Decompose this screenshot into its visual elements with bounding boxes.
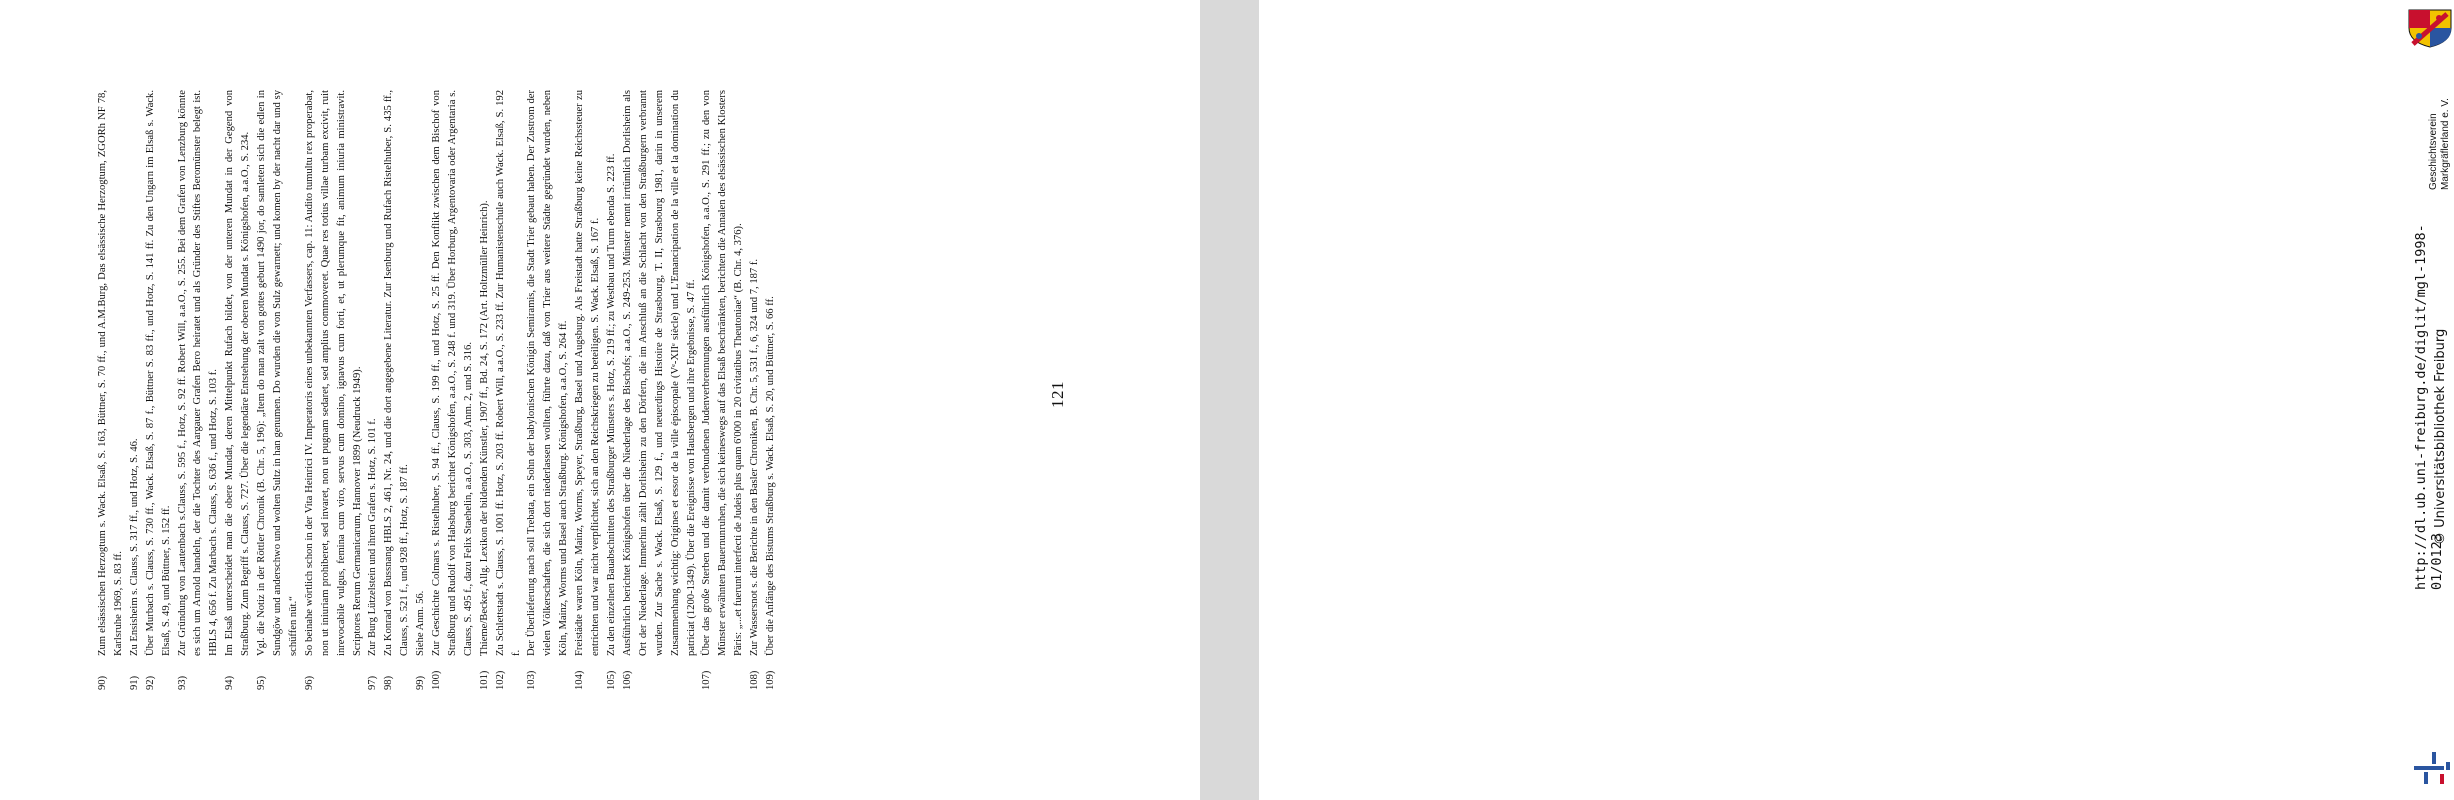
footnote <box>127 90 143 690</box>
footnote-text: Zu Schlettstadt s. Clauss, S. 1001 ff. Hotz, S. 203 ff. Robert Will, a.a.O., S. 233 ff. Zur Humanistenschule auch Wack. Elsaß, S. 192 f. <box>494 90 522 656</box>
footnote <box>175 90 223 690</box>
footnote-number: 102) <box>494 670 506 690</box>
footnote <box>222 90 254 690</box>
university-library-logo-icon <box>2410 748 2454 788</box>
document-page <box>0 0 1200 800</box>
footnote <box>477 90 493 690</box>
copyright-notice: © Universitätsbibliothek Freiburg <box>2433 328 2448 545</box>
footnote-number: 107) <box>701 670 713 690</box>
footnote-text: Zur Burg Lützelstein und ihren Grafen s. Hotz, S. 101 f. <box>367 418 379 656</box>
footnote <box>429 90 477 690</box>
footnote <box>493 90 525 690</box>
footnote-text: Zur Gründung von Lautenbach s.Clauss, S. 595 f., Hotz, S. 92 ff. Robert Will, a.a.O., S. 255. Bei dem Grafen von Lenzburg könnte es sich um Arnold handeln, der die Tochter des Aargauer Grafen Bero heiratet und als Gründer des Stiftes Beromünster belegt ist. HBLS 4, 656 f. Zu Marbach s. Clauss, S. 636 f., und Hotz, S. 103 f. <box>176 90 220 656</box>
footnote <box>620 90 700 690</box>
footnote <box>572 90 604 690</box>
footnote-number: 95) <box>256 675 268 690</box>
footnote-number: 108) <box>749 670 761 690</box>
footnote-text: Thieme/Becker, Allg. Lexikon der bildenden Künstler, 1907 ff., Bd. 24, S. 172 (Art. Holtzmüller Heinrich). <box>478 200 490 656</box>
footnote-number: 109) <box>765 670 777 690</box>
footnote-number: 94) <box>224 675 236 690</box>
footnote-text: Zur Wassersnot s. die Berichte in den Basler Chroniken, B. Chr. 5, 531 f., 6, 324 und 7, 187 f. <box>749 258 761 656</box>
footnote-number: 103) <box>526 670 538 690</box>
society-name-line1: Geschichtsverein <box>2428 113 2439 190</box>
footnote <box>524 90 572 690</box>
footnote-text: Über das große Sterben und die damit verbundenen Judenverbrennungen ausführlich Königshofen, a.a.O., S. 291 ff.; zu den von Münster erwähnten Bauernunruhen, die sich keineswegs auf das Elsaß beschränkten, berichten die Annalen des elsässischen Klosters Päris: „...et fuerunt interfecti de Judeis plus quam 6'000 in 20 civitatibus Theutoniae“ (B. Chr. 4, 376). <box>701 90 745 656</box>
footnote-text: Zum elsässischen Herzogtum s. Wack. Elsaß, S. 163, Büttner, S. 70 ff., und A.M.Burg, Das elsässische Herzogtum, ZGORh NF 78, Karlsruhe 1969, S. 83 ff. <box>97 90 124 656</box>
footnote <box>699 90 747 690</box>
footnote-number: 99) <box>415 675 427 690</box>
footnote-text: So beinahe wörtlich schon in der Vita Heinrici IV. Imperatoris eines unbekannten Verfassers, cap. 11: Audito tumultu rex properabat, non ut iniuriam prohiberet, sed invaret, non ut pugnam sedaret, sed amplius commoveret. Quae res totius villae turbam excivit, ruit inrevocabile vulgus, femina cum viro, servus cum domino, ignavus cum forti, et, ut plerumque fit, animum iniuria ministravit. Scriptores Rerum Germanicarum, Hannover 1899 (Neudruck 1949). <box>303 90 363 656</box>
footnote-number: 106) <box>621 670 633 690</box>
footnote-number: 91) <box>128 675 140 690</box>
footnote <box>365 90 381 690</box>
page-number: 121 <box>1048 381 1067 408</box>
footnote-text: Zu den einzelnen Bauabschnitten des Straßburger Münsters s. Hotz, S. 219 ff.; zu Westbau und Turm ebenda S. 223 ff. <box>606 153 617 656</box>
footnote <box>143 90 175 690</box>
footnote-text: Der Überlieferung nach soll Trebata, ein Sohn der babylonischen Königin Semiramis, die Stadt Trier gebaut haben. Der Zustrom der vielen Völkerschaften, die sich dort niederlassen wollten, führte dazu, daß von Trier aus weitere Städte gegründet wurden, neben Köln, Mainz, Worms und Basel auch Straßburg. Königshofen, a.a.O., S. 264 ff. <box>526 90 570 656</box>
footnote-number: 98) <box>383 675 395 690</box>
footnote <box>747 90 763 690</box>
footnote-number: 97) <box>367 675 379 690</box>
footnote <box>302 90 366 690</box>
footnote-text: Zur Geschichte Colmars s. Ristelhuber, S. 94 ff., Clauss, S. 199 ff., und Hotz, S. 25 ff. Den Konflikt zwischen dem Bischof von Straßburg und Rudolf von Habsburg berichtet Königshofen, a.a.O., S. 248 f. und 319. Über Horburg, Argentovaria oder Argentaria s. Clauss, S. 495 f., dazu Felix Staehelin, a.a.O., S. 303, Anm. 2, und S. 316. <box>431 90 474 656</box>
footnote-number: 90) <box>97 675 108 690</box>
society-name-line2: Markgräflerland e. V. <box>2440 98 2451 190</box>
footnote-number: 100) <box>431 670 443 690</box>
footnote <box>604 90 620 690</box>
footnote-text: Vgl. die Notiz in der Röttler Chronik (B. Chr. 5, 196): „Item do man zalt von gottes geburt 1490 jor, do samleten sich die edlen in Sundgöw und anderschwo und wolten Sultz in han genumen. Do wurden die von Sulz gewarnett; und komen by der nacht dar und sy schüffen nüt.“ <box>256 90 299 656</box>
footnote-number: 105) <box>606 670 617 690</box>
footnote-text: Zu Konrad von Bussnang HBLS 2, 461, Nr. 24, und die dort angegebene Literatur. Zur Isenburg und Rufach Ristelhuber, S. 435 ff., Clauss, S. 521 f., und 928 ff., Hotz, S. 187 ff. <box>383 90 411 656</box>
footnote-number: 104) <box>574 670 586 690</box>
library-sidebar <box>1200 0 2451 800</box>
footnote-number: 96) <box>303 675 315 690</box>
footnote <box>254 90 302 690</box>
footnote-text: Siehe Anm. 56. <box>415 590 427 656</box>
footnote-text: Im Elsaß unterscheidet man die obere Mundat, deren Mittelpunkt Rufach bildet, von der unteren Mundat in der Gegend von Straßburg. Zum Begriff s. Clauss, S. 727. Über die legendäre Entstehung der oberen Mundat s. Königshofen, a.a.O., S. 234. <box>224 90 252 656</box>
footnote-text: Zu Ensisheim s. Clauss, S. 317 ff., und Hotz, S. 46. <box>128 438 140 656</box>
footnotes-block <box>95 90 1105 690</box>
footnote-number: 92) <box>144 675 156 690</box>
footnote-text: Über die Anfänge des Bistums Straßburg s. Wack. Elsaß, S. 20, und Büttner, S. 66 ff. <box>765 296 777 656</box>
footnote <box>413 90 429 690</box>
footnote <box>381 90 413 690</box>
footnote <box>763 90 779 690</box>
footnote-text: Freistädte waren Köln, Mainz, Worms, Speyer, Straßburg, Basel und Augsburg. Als Freistadt hatte Straßburg keine Reichssteuer zu entrichten und war nicht verpflichtet, sich an den Reichskriegen zu beteiligen. S. Wack. Elsaß, S. 167 f. <box>574 90 602 656</box>
document-url-link[interactable]: http://dl.ub.uni-freiburg.de/diglit/mgl-1998-01/0123 <box>2413 224 2445 590</box>
footnote-text: Ausführlich berichtet Königshofen über die Niederlage des Bischofs; a.a.O., S. 249-253. Münster nennt irrtümlich Dorlisheim als Ort der Niederlage. Immerhin zählt Dorlisheim zu den Dörfern, die im Anschluß an die Schlacht von den Straßburgern verbrannt wurden. Zur Sache s. Wack. Elsaß, S. 129 f., und neuerdings Histoire de Strasbourg, T. II, Strasbourg 1981, darin in unserem Zusammenhang wichtig: Origines et essor de la ville épiscopale (Vᵉ-XIIᵉ siècle) und L'Emancipation de la ville et la domination du patriciat (1200-1349). Über die Ereignisse von Hausbergen und ihre Ergebnisse, S. 47 ff. <box>621 90 697 656</box>
footnote <box>95 90 127 690</box>
footnote-text: Über Murbach s. Clauss, S. 730 ff., Wack. Elsaß, S. 87 f., Büttner S. 83 ff., und Hotz, S. 141 ff. Zu den Ungarn im Elsaß s. Wack. Elsaß, S. 49, und Büttner, S. 152 ff. <box>144 90 172 656</box>
footnote-number: 101) <box>478 670 490 690</box>
footnote-number: 93) <box>176 675 188 690</box>
